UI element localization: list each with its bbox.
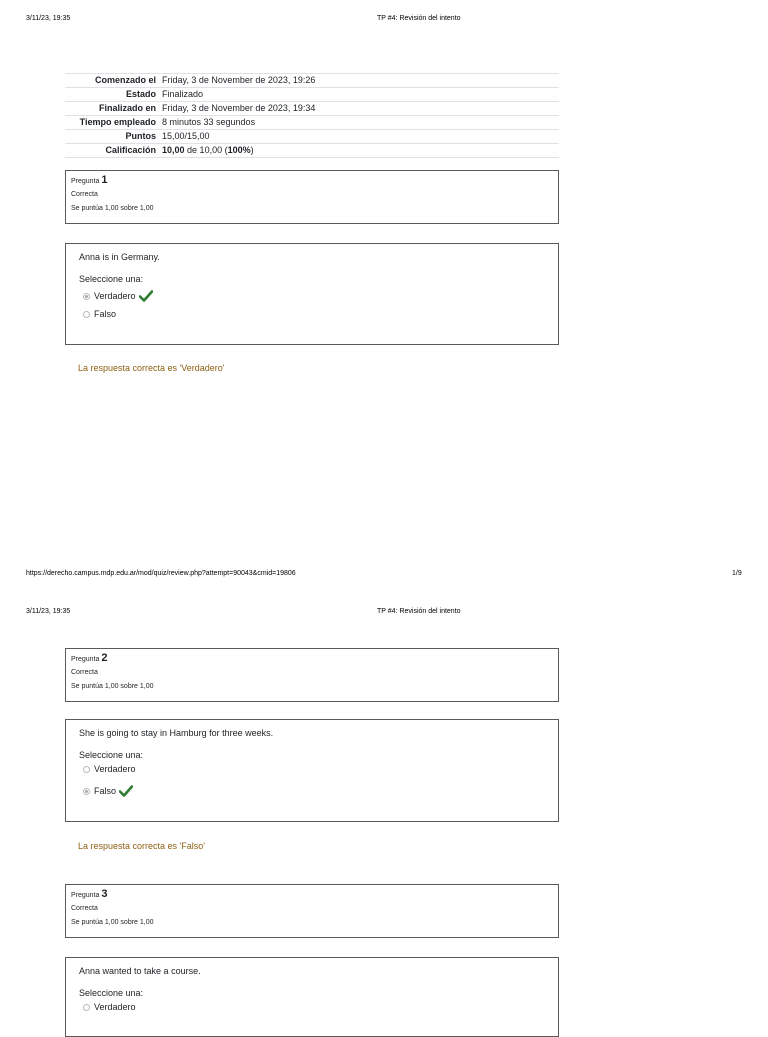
grade-percent: 100% xyxy=(227,145,251,155)
answer-option-true[interactable] xyxy=(79,1001,545,1013)
answer-option-false[interactable] xyxy=(79,785,545,797)
grade-score: 10,00 xyxy=(162,145,185,155)
question-info-3 xyxy=(65,884,559,938)
question-label: Pregunta xyxy=(71,892,100,899)
answer-prompt: Seleccione una: xyxy=(79,274,144,284)
print-url: https://derecho.campus.mdp.edu.ar/mod/quiz/review.php?attempt=90043&cmid=19806 xyxy=(26,570,296,577)
question-grade: Se puntúa 1,00 sobre 1,00 xyxy=(71,205,154,212)
question-content-1 xyxy=(65,243,559,345)
question-text: Anna wanted to take a course. xyxy=(79,966,201,976)
correct-answer-feedback: La respuesta correcta es 'Verdadero' xyxy=(78,363,225,373)
question-text: Anna is in Germany. xyxy=(79,252,160,262)
correct-answer-feedback: La respuesta correcta es 'Falso' xyxy=(78,841,205,851)
summary-value: Friday, 3 de November de 2023, 19:26 xyxy=(162,75,316,85)
question-info-2 xyxy=(65,648,559,702)
radio-button[interactable] xyxy=(83,293,90,300)
answer-option-true[interactable] xyxy=(79,763,545,775)
option-label: Verdadero xyxy=(94,291,136,301)
summary-row-points xyxy=(65,130,559,144)
attempt-summary-table xyxy=(65,73,559,158)
answer-option-false[interactable] xyxy=(79,308,545,320)
print-title: TP #4: Revisión del intento xyxy=(377,15,461,22)
summary-value: Friday, 3 de November de 2023, 19:34 xyxy=(162,103,316,113)
print-date: 3/11/23, 19:35 xyxy=(26,608,71,615)
question-state: Correcta xyxy=(71,669,98,676)
question-label: Pregunta xyxy=(71,656,100,663)
question-state: Correcta xyxy=(71,191,98,198)
answer-option-true[interactable] xyxy=(79,290,545,302)
question-info-1 xyxy=(65,170,559,224)
summary-label: Puntos xyxy=(125,131,156,141)
radio-button[interactable] xyxy=(83,788,90,795)
grade-close: ) xyxy=(250,145,254,155)
question-label: Pregunta xyxy=(71,178,100,185)
summary-value xyxy=(162,144,559,157)
answer-prompt: Seleccione una: xyxy=(79,750,144,760)
question-content-2 xyxy=(65,719,559,822)
summary-row-time xyxy=(65,116,559,130)
question-number: 1 xyxy=(101,174,108,186)
option-label: Verdadero xyxy=(94,764,136,774)
print-date: 3/11/23, 19:35 xyxy=(26,15,71,22)
summary-label: Calificación xyxy=(105,145,156,155)
answer-prompt: Seleccione una: xyxy=(79,988,144,998)
summary-value: Finalizado xyxy=(162,89,204,99)
radio-button[interactable] xyxy=(83,766,90,773)
summary-row-grade xyxy=(65,144,559,158)
radio-button[interactable] xyxy=(83,311,90,318)
page-number: 1/9 xyxy=(732,570,742,577)
summary-row-started xyxy=(65,74,559,88)
question-content-3 xyxy=(65,957,559,1037)
question-grade: Se puntúa 1,00 sobre 1,00 xyxy=(71,683,154,690)
summary-value: 15,00/15,00 xyxy=(162,131,210,141)
summary-row-finished xyxy=(65,102,559,116)
question-state: Correcta xyxy=(71,905,98,912)
question-text: She is going to stay in Hamburg for three weeks. xyxy=(79,728,274,738)
question-number: 3 xyxy=(101,888,108,900)
grade-of: de 10,00 ( xyxy=(187,145,228,155)
option-label: Falso xyxy=(94,786,117,796)
summary-label: Tiempo empleado xyxy=(79,117,156,127)
option-label: Verdadero xyxy=(94,1002,136,1012)
check-icon xyxy=(119,785,133,797)
summary-value: 8 minutos 33 segundos xyxy=(162,117,256,127)
summary-label: Comenzado el xyxy=(94,75,156,85)
option-label: Falso xyxy=(94,309,117,319)
summary-label: Finalizado en xyxy=(98,103,156,113)
question-grade: Se puntúa 1,00 sobre 1,00 xyxy=(71,919,154,926)
radio-button[interactable] xyxy=(83,1004,90,1011)
print-title: TP #4: Revisión del intento xyxy=(377,608,461,615)
question-number: 2 xyxy=(101,652,108,664)
summary-label: Estado xyxy=(125,89,156,99)
check-icon xyxy=(139,290,153,302)
summary-row-state xyxy=(65,88,559,102)
